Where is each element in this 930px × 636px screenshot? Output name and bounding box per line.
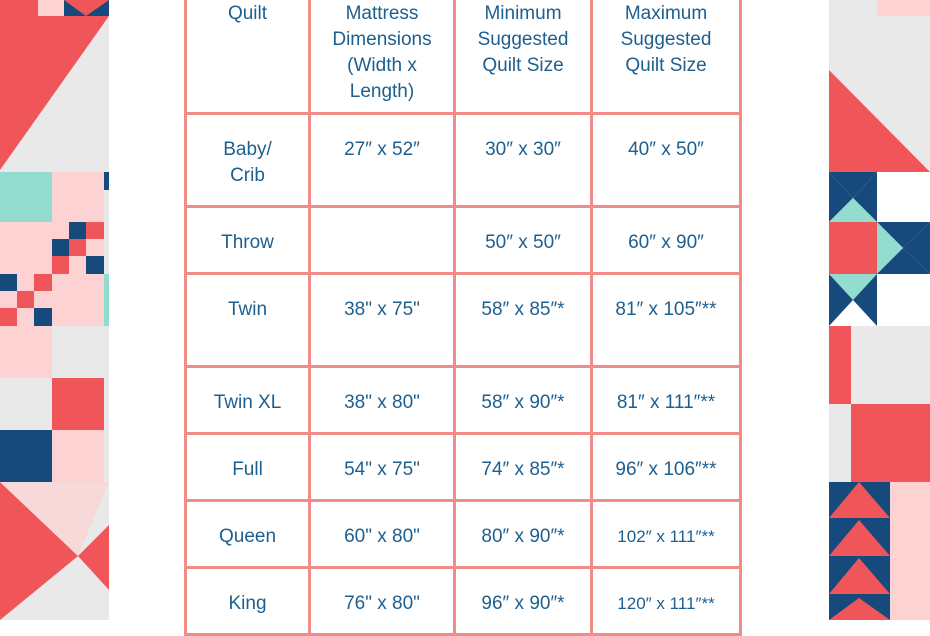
- cell-quilt-text: Throw: [221, 232, 274, 253]
- cell-min: [455, 207, 592, 274]
- cell-quilt-text: Baby/ Crib: [223, 139, 272, 186]
- cell-mattress: [310, 367, 455, 434]
- quilt-pattern-left-icon: [0, 0, 109, 620]
- cell-mattress-text: [311, 208, 453, 230]
- cell-max: [592, 434, 741, 501]
- cell-quilt: [186, 207, 310, 274]
- table-row: [186, 114, 741, 207]
- cell-max: [592, 114, 741, 207]
- table-row: [186, 367, 741, 434]
- cell-min-text: 58″ x 90″*: [481, 392, 565, 413]
- header-quilt: [186, 0, 310, 114]
- header-minimum-size: [455, 0, 592, 114]
- cell-min-text: 50″ x 50″: [485, 232, 561, 253]
- cell-quilt: [186, 367, 310, 434]
- cell-min: [455, 568, 592, 635]
- header-mattress-label: Mattress Dimensions (Width x Length): [332, 3, 432, 102]
- quilt-border-right: [829, 0, 930, 620]
- cell-max: [592, 207, 741, 274]
- table-row: [186, 207, 741, 274]
- cell-mattress: [310, 207, 455, 274]
- cell-quilt: [186, 434, 310, 501]
- cell-mattress: [310, 274, 455, 367]
- cell-min-text: 58″ x 85″*: [481, 299, 565, 320]
- cell-quilt-text: Twin XL: [213, 392, 282, 413]
- cell-mattress-text: 76" x 80": [344, 593, 420, 614]
- table-header-row: [186, 0, 741, 114]
- cell-quilt-text: King: [228, 593, 267, 614]
- cell-mattress-text: 38" x 80": [344, 392, 420, 413]
- header-min-label: Minimum Suggested Quilt Size: [477, 3, 569, 76]
- cell-quilt: [186, 274, 310, 367]
- cell-quilt-text: Queen: [218, 526, 277, 547]
- cell-mattress: [310, 501, 455, 568]
- quilt-size-table: [184, 0, 742, 636]
- cell-mattress: [310, 434, 455, 501]
- cell-max-text: 96″ x 106″**: [615, 459, 717, 480]
- cell-quilt-text: Twin: [227, 299, 268, 320]
- cell-mattress: [310, 114, 455, 207]
- cell-max-text: 120″ x 111″**: [617, 594, 715, 613]
- cell-min-text: 80″ x 90″*: [481, 526, 565, 547]
- header-quilt-label: Quilt: [227, 3, 268, 24]
- cell-max-text: 102″ x 111″**: [617, 527, 715, 546]
- cell-quilt: [186, 501, 310, 568]
- table-row: [186, 568, 741, 635]
- cell-mattress-text: 60" x 80": [344, 526, 420, 547]
- cell-quilt: [186, 114, 310, 207]
- header-max-label: Maximum Suggested Quilt Size: [620, 3, 712, 76]
- cell-min: [455, 501, 592, 568]
- cell-min: [455, 434, 592, 501]
- cell-mattress-text: 27″ x 52″: [344, 139, 420, 160]
- quilt-pattern-right-icon: [829, 0, 930, 620]
- table-row: [186, 274, 741, 367]
- cell-max-text: 40″ x 50″: [628, 139, 704, 160]
- quilt-size-chart: [109, 0, 829, 620]
- cell-min: [455, 114, 592, 207]
- quilt-border-left: [0, 0, 109, 620]
- cell-min: [455, 367, 592, 434]
- cell-mattress: [310, 568, 455, 635]
- cell-quilt: [186, 568, 310, 635]
- cell-max-text: 81″ x 111″**: [616, 392, 716, 413]
- cell-quilt-text: Full: [232, 459, 263, 480]
- cell-max-text: 81″ x 105″**: [615, 299, 717, 320]
- cell-min-text: 30″ x 30″: [485, 139, 561, 160]
- header-maximum-size: [592, 0, 741, 114]
- header-mattress-dimensions: [310, 0, 455, 114]
- cell-max: [592, 274, 741, 367]
- cell-max-text: 60″ x 90″: [628, 232, 704, 253]
- cell-max: [592, 367, 741, 434]
- cell-min-text: 96″ x 90″*: [481, 593, 565, 614]
- cell-min-text: 74″ x 85″*: [481, 459, 565, 480]
- cell-max: [592, 568, 741, 635]
- table-row: [186, 434, 741, 501]
- cell-mattress-text: 38" x 75": [344, 299, 420, 320]
- table-row: [186, 501, 741, 568]
- cell-mattress-text: 54" x 75": [344, 459, 420, 480]
- cell-min: [455, 274, 592, 367]
- cell-max: [592, 501, 741, 568]
